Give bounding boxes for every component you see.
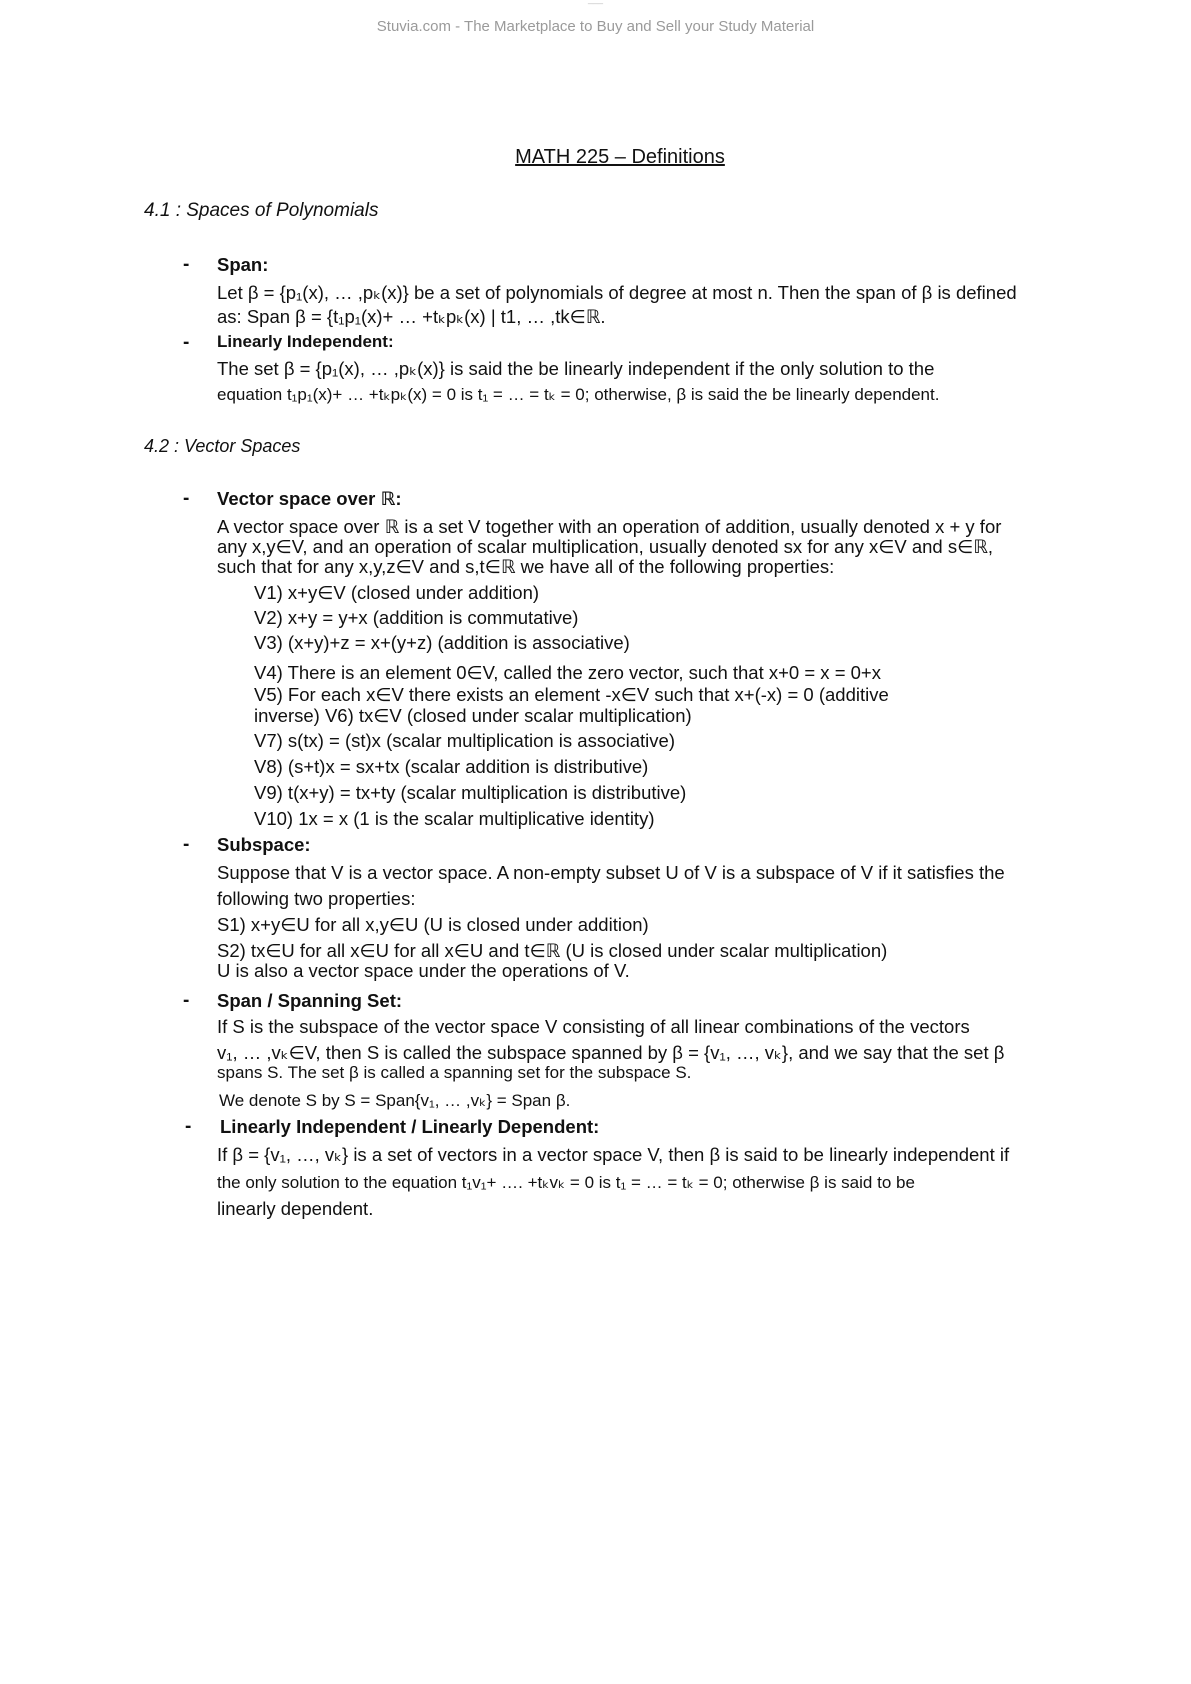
property-v3: V3) (x+y)+z = x+(y+z) (addition is associative) — [254, 632, 630, 653]
bullet-dash: - — [183, 254, 190, 275]
property-v8: V8) (s+t)x = sx+tx (scalar addition is distributive) — [254, 756, 649, 777]
term-linear-dependence: Linearly Independent / Linearly Dependent: — [220, 1116, 600, 1137]
definition-line: spans S. The set β is called a spanning set for the subspace S. — [217, 1063, 692, 1082]
term-spanning-set: Span / Spanning Set: — [217, 990, 403, 1011]
property-v4: V4) There is an element 0∈V, called the zero vector, such that x+0 = x = 0+x — [254, 662, 881, 683]
property-v5-v6: inverse) V6) tx∈V (closed under scalar multiplication) — [254, 705, 692, 726]
property-v1: V1) x+y∈V (closed under addition) — [254, 582, 540, 603]
property-s2: S2) tx∈U for all x∈U for all x∈U and t∈ℝ (U is closed under scalar multiplication) — [217, 940, 888, 961]
section-heading-4-2: 4.2 : Vector Spaces — [144, 436, 301, 456]
property-v10: V10) 1x = x (1 is the scalar multiplicative identity) — [254, 808, 655, 829]
definition-line: We denote S by S = Span{v₁, … ,vₖ} = Span β. — [219, 1091, 571, 1110]
term-subspace: Subspace: — [217, 834, 311, 855]
definition-line: Suppose that V is a vector space. A non-empty subset U of V is a subspace of V if it satisfies the — [217, 862, 1005, 883]
definition-line: linearly dependent. — [217, 1198, 374, 1219]
watermark: Stuvia.com - The Marketplace to Buy and Sell your Study Material — [376, 18, 815, 35]
definition-line: such that for any x,y,z∈V and s,t∈ℝ we have all of the following properties: — [217, 556, 835, 577]
property-v5: V5) For each x∈V there exists an element -x∈V such that x+(-x) = 0 (additive — [254, 684, 889, 705]
bullet-dash: - — [183, 990, 190, 1011]
property-v9: V9) t(x+y) = tx+ty (scalar multiplication is distributive) — [254, 782, 687, 803]
term-span: Span: — [217, 254, 269, 275]
bullet-dash: - — [185, 1116, 192, 1137]
definition-line: Let β = {p₁(x), … ,pₖ(x)} be a set of polynomials of degree at most n. Then the span of β is defined — [217, 282, 1017, 303]
term-linearly-independent: Linearly Independent: — [217, 332, 394, 351]
definition-line: U is also a vector space under the operations of V. — [217, 960, 630, 981]
definition-line: A vector space over ℝ is a set V together with an operation of addition, usually denoted x + y for — [217, 516, 1002, 537]
bullet-dash: - — [183, 332, 190, 353]
property-s1: S1) x+y∈U for all x,y∈U (U is closed under addition) — [217, 914, 649, 935]
page-title: MATH 225 – Definitions — [515, 146, 725, 168]
property-v2: V2) x+y = y+x (addition is commutative) — [254, 607, 579, 628]
definition-line: as: Span β = {t₁p₁(x)+ … +tₖpₖ(x) | t1, … ,tk∈ℝ. — [217, 306, 606, 327]
section-heading-4-1: 4.1 : Spaces of Polynomials — [144, 200, 379, 221]
top-mark — [0, 0, 1191, 4]
definition-line: If β = {v₁, …, vₖ} is a set of vectors in a vector space V, then β is said to be linearly independent if — [217, 1144, 1010, 1165]
definition-line: any x,y∈V, and an operation of scalar multiplication, usually denoted sx for any x∈V and s∈ℝ, — [217, 536, 994, 557]
definition-line: The set β = {p₁(x), … ,pₖ(x)} is said the be linearly independent if the only solution to the — [217, 358, 935, 379]
definition-line: the only solution to the equation t₁v₁+ …. +tₖvₖ = 0 is t₁ = … = tₖ = 0; otherwise β is said to be — [217, 1173, 915, 1192]
definition-line: If S is the subspace of the vector space V consisting of all linear combinations of the vectors — [217, 1016, 970, 1037]
definition-line: following two properties: — [217, 888, 416, 909]
definition-line: v₁, … ,vₖ∈V, then S is called the subspace spanned by β = {v₁, …, vₖ}, and we say that the set β — [217, 1042, 1005, 1063]
bullet-dash: - — [183, 834, 190, 855]
bullet-dash: - — [183, 488, 190, 509]
property-v7: V7) s(tx) = (st)x (scalar multiplication is associative) — [254, 730, 675, 751]
term-vector-space: Vector space over ℝ: — [217, 488, 402, 509]
definition-line: equation t₁p₁(x)+ … +tₖpₖ(x) = 0 is t₁ = … = tₖ = 0; otherwise, β is said the be linearly dependent. — [217, 385, 940, 404]
